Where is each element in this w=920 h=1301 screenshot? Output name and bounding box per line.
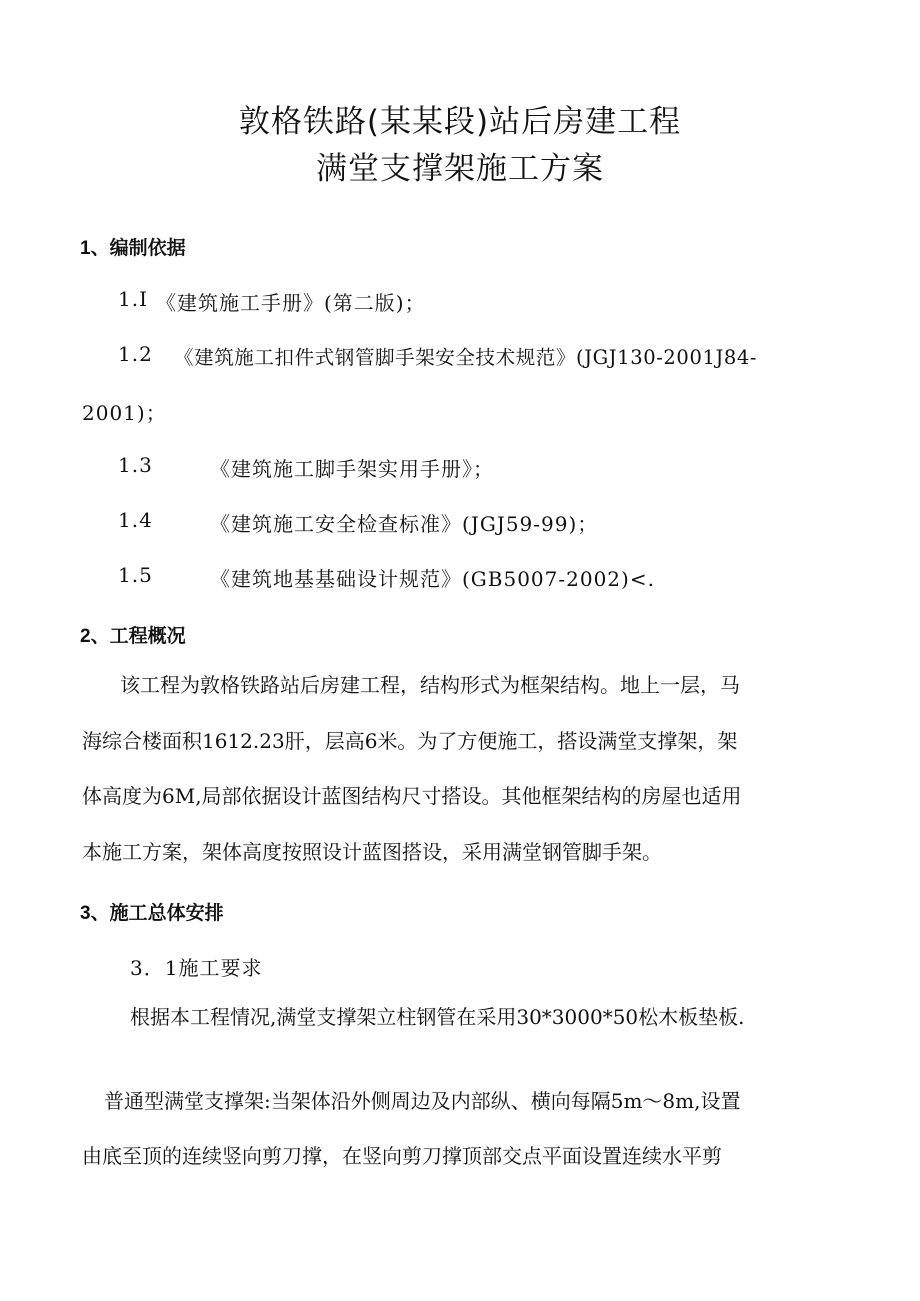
requirements-paragraph: 根据本工程情况,满堂支撑架立柱钢管在采用30*3000*50松木板垫板. (130, 1005, 745, 1029)
reference-number-5: 1.5 (118, 563, 153, 587)
scaffold-paragraph-line-1: 普通型满堂支撑架:当架体沿外侧周边及内部纵、横向每隔5m～8m,设置 (104, 1089, 741, 1113)
reference-text-5: 《建筑地基基础设计规范》(GB5007-2002)<. (210, 567, 655, 591)
scaffold-paragraph-line-2: 由底至顶的连续竖向剪刀撑，在竖向剪刀撑顶部交点平面设置连续水平剪 (82, 1144, 722, 1168)
reference-text-3: 《建筑施工脚手架实用手册》； (210, 457, 494, 481)
reference-text-1: 《建筑施工手册》(第二版)； (156, 291, 426, 315)
overview-paragraph-line-1: 该工程为敦格铁路站后房建工程，结构形式为框架结构。地上一层，马 (120, 673, 740, 697)
reference-number-1: 1.I (118, 287, 148, 311)
subsection-heading-3-1: 3．1施工要求 (130, 956, 263, 980)
document-title-line-2: 满堂支撑架施工方案 (316, 151, 604, 187)
overview-paragraph-line-3: 体高度为6M,局部依据设计蓝图结构尺寸搭设。其他框架结构的房屋也适用 (82, 784, 742, 808)
reference-text-2: 《建筑施工扣件式钢管脚手架安全技术规范》(JGJ130-2001J84- (174, 346, 758, 369)
section-heading-3: 3、施工总体安排 (80, 903, 224, 924)
section-heading-1: 1、编制依据 (80, 238, 186, 259)
reference-text-2-continued: 2001)； (82, 401, 167, 425)
section-heading-2: 2、工程概况 (80, 626, 186, 647)
reference-number-4: 1.4 (118, 508, 153, 532)
reference-number-2: 1.2 (118, 342, 153, 366)
overview-paragraph-line-2: 海综合楼面积1612.23肝，层高6米。为了方便施工，搭设满堂支撑架，架 (82, 729, 738, 753)
reference-text-4: 《建筑施工安全检查标准》(JGJ59-99)； (210, 512, 599, 536)
overview-paragraph-line-4: 本施工方案，架体高度按照设计蓝图搭设，采用满堂钢管脚手架。 (82, 840, 662, 864)
document-title-line-1: 敦格铁路(某某段)站后房建工程 (238, 104, 682, 140)
reference-number-3: 1.3 (118, 453, 153, 477)
